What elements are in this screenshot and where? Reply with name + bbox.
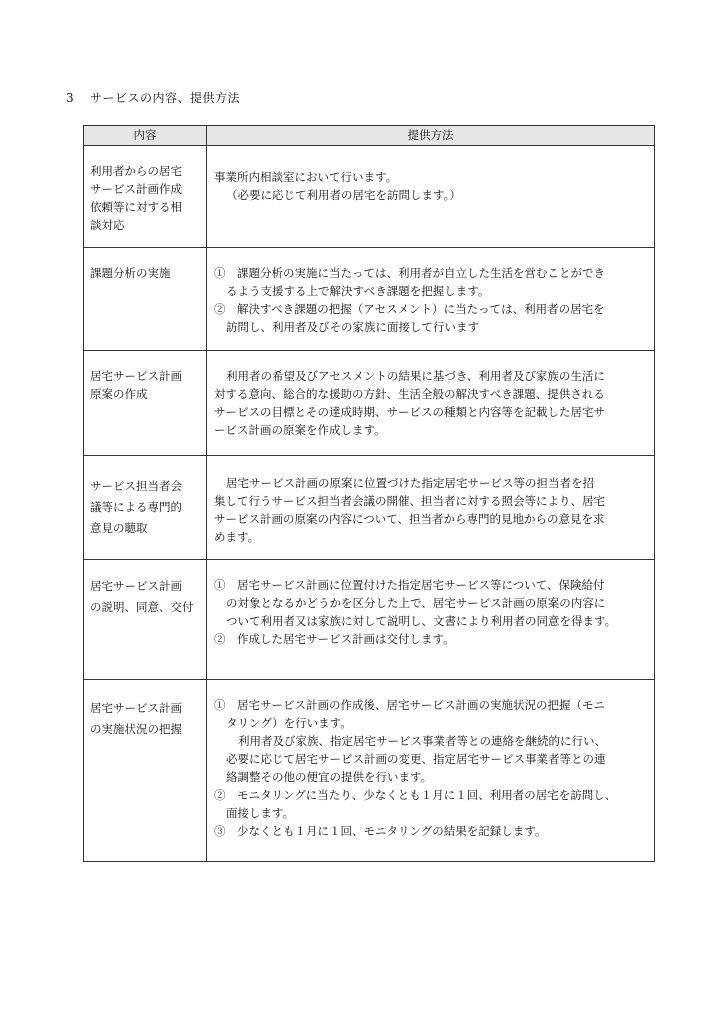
content-line: 談対応 bbox=[90, 218, 125, 232]
table-header-row bbox=[84, 126, 655, 146]
method-cell bbox=[207, 351, 655, 456]
method-line: 対する意向、総合的な援助の方針、生活全般の解決すべき課題、提供される bbox=[214, 387, 605, 401]
content-line: の説明、同意、交付 bbox=[90, 600, 194, 614]
content-line: 意見の聴取 bbox=[90, 521, 148, 535]
content-line: 課題分析の実施 bbox=[90, 266, 171, 280]
content-line: 居宅サービス計画 bbox=[90, 701, 182, 715]
method-line: めます。 bbox=[214, 530, 260, 544]
method-cell bbox=[207, 456, 655, 560]
content-line: 原案の作成 bbox=[90, 387, 148, 401]
header-method: 提供方法 bbox=[207, 126, 655, 146]
content-cell bbox=[84, 351, 207, 456]
content-line: サービス計画作成 bbox=[90, 182, 182, 196]
content-line: サービス担当者会 bbox=[90, 479, 182, 493]
method-line: 利用者の希望及びアセスメントの結果に基づき、利用者及び家族の生活に bbox=[226, 369, 605, 383]
section-heading bbox=[66, 89, 240, 106]
method-line: 集して行うサービス担当者会議の開催、担当者に対する照会等により、居宅 bbox=[214, 494, 605, 508]
method-line: ービス計画の原案を作成します。 bbox=[214, 423, 386, 437]
method-line: ② モニタリングに当たり、少なくとも１月に１回、利用者の居宅を訪問し、 bbox=[214, 788, 617, 802]
method-line: 利用者及び家族、指定居宅サービス事業者等との連絡を継続的に行い、 bbox=[238, 734, 606, 748]
method-cell bbox=[207, 146, 655, 248]
table-row bbox=[84, 146, 655, 248]
method-line: 事業所内相談室において行います。 bbox=[214, 170, 398, 184]
content-cell bbox=[84, 680, 207, 862]
content-line: 議等による専門的 bbox=[90, 500, 182, 514]
table-row bbox=[84, 560, 655, 680]
header-content: 内容 bbox=[84, 126, 207, 146]
method-line: ① 課題分析の実施に当たっては、利用者が自立した生活を営むことができ bbox=[214, 266, 605, 280]
method-line: ① 居宅サービス計画の作成後、居宅サービス計画の実施状況の把握（モニ bbox=[214, 698, 605, 712]
method-line: サービスの目標とその達成時期、サービスの種類と内容等を記載した居宅サ bbox=[214, 405, 605, 419]
table-row bbox=[84, 680, 655, 862]
content-cell bbox=[84, 560, 207, 680]
method-line: ついて利用者又は家族に対して説明し、文書により利用者の同意を得ます。 bbox=[226, 614, 617, 628]
method-line: ① 居宅サービス計画に位置付けた指定居宅サービス等について、保険給付 bbox=[214, 578, 605, 592]
method-cell bbox=[207, 680, 655, 862]
content-cell bbox=[84, 146, 207, 248]
method-line: 居宅サービス計画の原案に位置づけた指定居宅サービス等の担当者を招 bbox=[226, 476, 594, 490]
section-title: サービスの内容、提供方法 bbox=[90, 91, 241, 105]
method-line: 訪問し、利用者及びその家族に面接して行います bbox=[226, 320, 479, 334]
content-line: 依頼等に対する相 bbox=[90, 200, 182, 214]
content-line: の実施状況の把握 bbox=[90, 722, 182, 736]
method-line: サービス計画の原案の内容について、担当者から専門的見地からの意見を求 bbox=[214, 512, 605, 526]
table-row bbox=[84, 351, 655, 456]
content-line: 利用者からの居宅 bbox=[90, 164, 182, 178]
service-table bbox=[83, 125, 655, 862]
method-line: （必要に応じて利用者の居宅を訪問します。） bbox=[226, 188, 461, 202]
method-line: 絡調整その他の便宜の提供を行います。 bbox=[226, 770, 433, 784]
method-line: 必要に応じて居宅サービス計画の変更、指定居宅サービス事業者等との連 bbox=[226, 752, 606, 766]
method-line: 面接します。 bbox=[226, 806, 295, 820]
method-line: の対象となるかどうかを区分した上で、居宅サービス計画の原案の内容に bbox=[226, 596, 606, 610]
method-line: ② 解決すべき課題の把握（アセスメント）に当たっては、利用者の居宅を bbox=[214, 302, 605, 316]
section-number: 3 bbox=[66, 91, 75, 105]
method-line: るよう支援する上で解決すべき課題を把握します。 bbox=[226, 284, 490, 298]
content-line: 居宅サービス計画 bbox=[90, 579, 182, 593]
table-row bbox=[84, 456, 655, 560]
method-cell bbox=[207, 560, 655, 680]
content-cell bbox=[84, 248, 207, 351]
content-line: 居宅サービス計画 bbox=[90, 369, 182, 383]
method-line: タリング）を行います。 bbox=[226, 716, 352, 730]
method-cell bbox=[207, 248, 655, 351]
content-cell bbox=[84, 456, 207, 560]
method-line: ③ 少なくとも１月に１回、モニタリングの結果を記録します。 bbox=[214, 824, 547, 838]
table-row bbox=[84, 248, 655, 351]
method-line: ② 作成した居宅サービス計画は交付します。 bbox=[214, 632, 455, 646]
